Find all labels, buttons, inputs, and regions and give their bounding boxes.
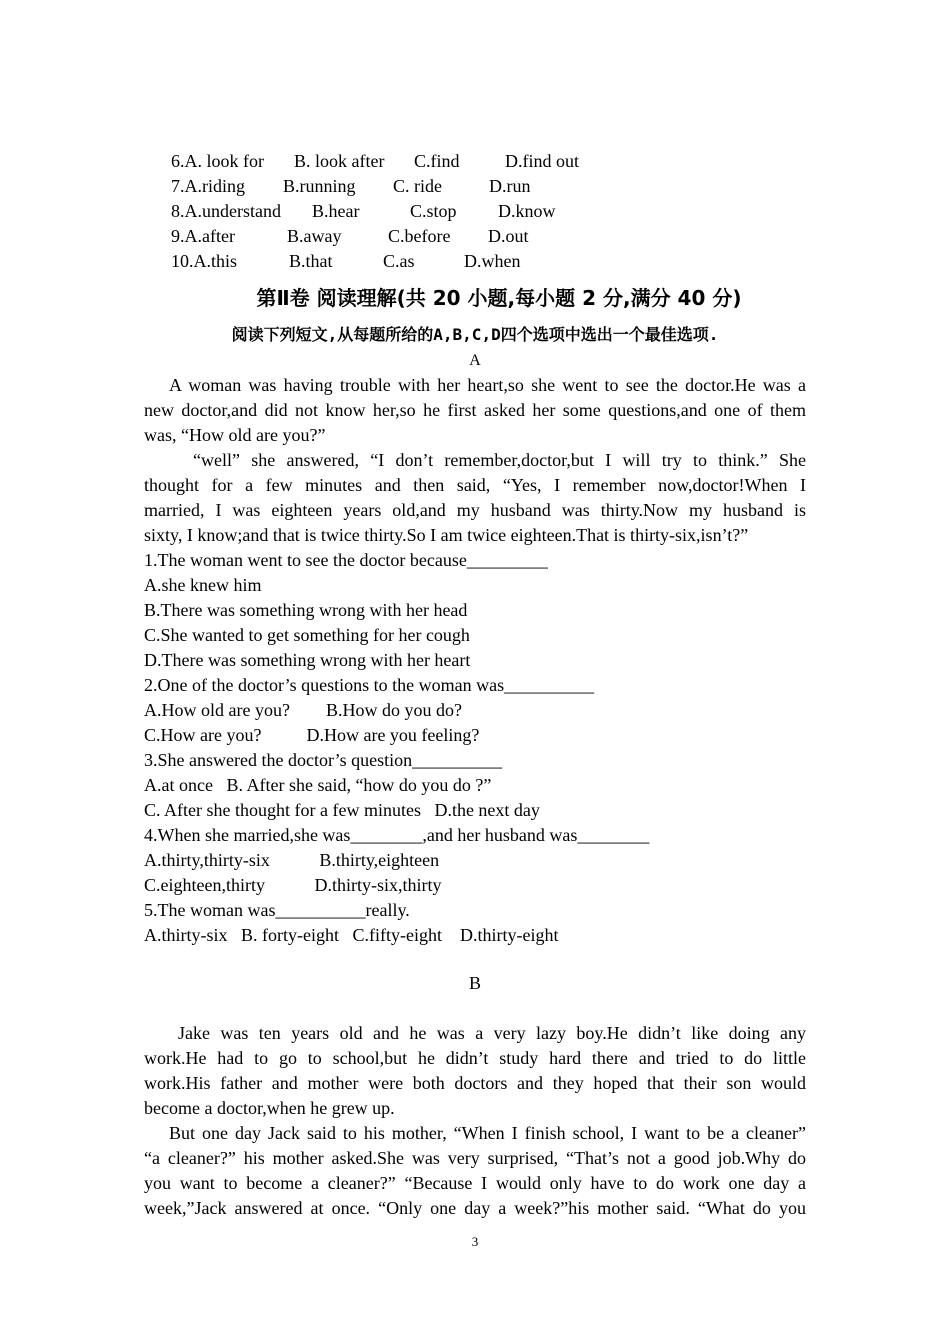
question: 1.The woman went to see the doctor because_________ bbox=[144, 550, 548, 570]
text-line: become a doctor,when he grew up. bbox=[144, 1098, 395, 1118]
text-line: But one day Jack said to his mother, “When I finish school, I want to be a cleaner” bbox=[169, 1123, 806, 1143]
text-line: work.His father and mother were both doctors and they hoped that their son would bbox=[144, 1073, 806, 1093]
part-title: 第Ⅱ卷 阅读理解(共 20 小题,每小题 2 分,满分 40 分) bbox=[256, 286, 742, 310]
text-line: A woman was having trouble with her heart,so she went to see the doctor.He was a bbox=[169, 375, 806, 395]
option-a: 6.A. look for bbox=[171, 151, 264, 171]
text-line: was, “How old are you?” bbox=[144, 425, 326, 445]
option-c: C.find bbox=[414, 151, 460, 171]
answer-option: A.she knew him bbox=[144, 575, 262, 595]
text-line: week,”Jack answered at once. “Only one day a week?”his mother said. “What do you bbox=[144, 1198, 806, 1218]
answer-option: D.There was something wrong with her heart bbox=[144, 650, 471, 670]
passage-b-label: B bbox=[468, 973, 481, 993]
answer-option: A.thirty,thirty-six B.thirty,eighteen bbox=[144, 850, 440, 870]
option-c: C.as bbox=[383, 251, 415, 271]
question: 2.One of the doctor’s questions to the woman was__________ bbox=[144, 675, 595, 695]
passage-a-paragraph-1 bbox=[144, 373, 806, 448]
answer-option: C.eighteen,thirty D.thirty-six,thirty bbox=[144, 875, 442, 895]
text-line: work.He had to go to school,but he didn’t study hard there and tried to do little bbox=[144, 1048, 806, 1068]
passage-a-paragraph-2 bbox=[144, 448, 806, 548]
text-line: sixty, I know;and that is twice thirty.So I am twice eighteen.That is thirty-six,isn’t?” bbox=[144, 525, 749, 545]
option-c: C. ride bbox=[393, 176, 442, 196]
answer-option: C. After she thought for a few minutes D.the next day bbox=[144, 800, 540, 820]
text-line: married, I was eighteen years old,and my husband was thirty.Now my husband is bbox=[144, 500, 806, 520]
text-line: “well” she answered, “I don’t remember,doctor,but I will try to think.” She bbox=[193, 450, 806, 470]
question: 4.When she married,she was________,and her husband was________ bbox=[144, 825, 650, 845]
answer-option: A.at once B. After she said, “how do you do ?” bbox=[144, 775, 492, 795]
text-line: thought for a few minutes and then said, “Yes, I remember now,doctor!When I bbox=[144, 475, 806, 495]
part-instruction: 阅读下列短文,从每题所给的A,B,C,D四个选项中选出一个最佳选项. bbox=[231, 325, 719, 344]
text-line: “a cleaner?” his mother asked.She was very surprised, “That’s not a good job.Why do bbox=[144, 1148, 806, 1168]
answer-option: C.How are you? D.How are you feeling? bbox=[144, 725, 480, 745]
option-b: B.that bbox=[289, 251, 333, 271]
passage-b-paragraph-2 bbox=[144, 1121, 806, 1221]
passage-a-label: A bbox=[469, 352, 481, 369]
option-b: B.running bbox=[283, 176, 356, 196]
option-b: B.away bbox=[287, 226, 342, 246]
option-b: B.hear bbox=[312, 201, 360, 221]
text-line: you want to become a cleaner?” “Because I would only have to do work one day a bbox=[144, 1173, 806, 1193]
passage-a-questions bbox=[144, 548, 806, 948]
option-a: 7.A.riding bbox=[171, 176, 245, 196]
answer-option: C.She wanted to get something for her cough bbox=[144, 625, 470, 645]
option-b: B. look after bbox=[294, 151, 385, 171]
text-line: new doctor,and did not know her,so he first asked her some questions,and one of them bbox=[144, 400, 806, 420]
option-d: D.know bbox=[498, 201, 556, 221]
question: 3.She answered the doctor’s question__________ bbox=[144, 750, 503, 770]
option-d: D.when bbox=[464, 251, 521, 271]
text-line: Jake was ten years old and he was a very lazy boy.He didn’t like doing any bbox=[178, 1023, 806, 1043]
passage-b-paragraph-1 bbox=[144, 1021, 806, 1121]
option-d: D.find out bbox=[505, 151, 579, 171]
option-d: D.out bbox=[488, 226, 529, 246]
option-c: C.stop bbox=[410, 201, 457, 221]
option-d: D.run bbox=[489, 176, 531, 196]
option-c: C.before bbox=[388, 226, 451, 246]
option-a: 8.A.understand bbox=[171, 201, 281, 221]
answer-option: A.thirty-six B. forty-eight C.fifty-eight D.thirty-eight bbox=[144, 925, 559, 945]
answer-option: B.There was something wrong with her head bbox=[144, 600, 468, 620]
answer-option: A.How old are you? B.How do you do? bbox=[144, 700, 462, 720]
cloze-options bbox=[144, 124, 806, 271]
cloze-row bbox=[144, 124, 806, 171]
option-a: 10.A.this bbox=[171, 251, 238, 271]
page-number: 3 bbox=[471, 1234, 479, 1249]
option-a: 9.A.after bbox=[171, 226, 235, 246]
question: 5.The woman was__________really. bbox=[144, 900, 410, 920]
